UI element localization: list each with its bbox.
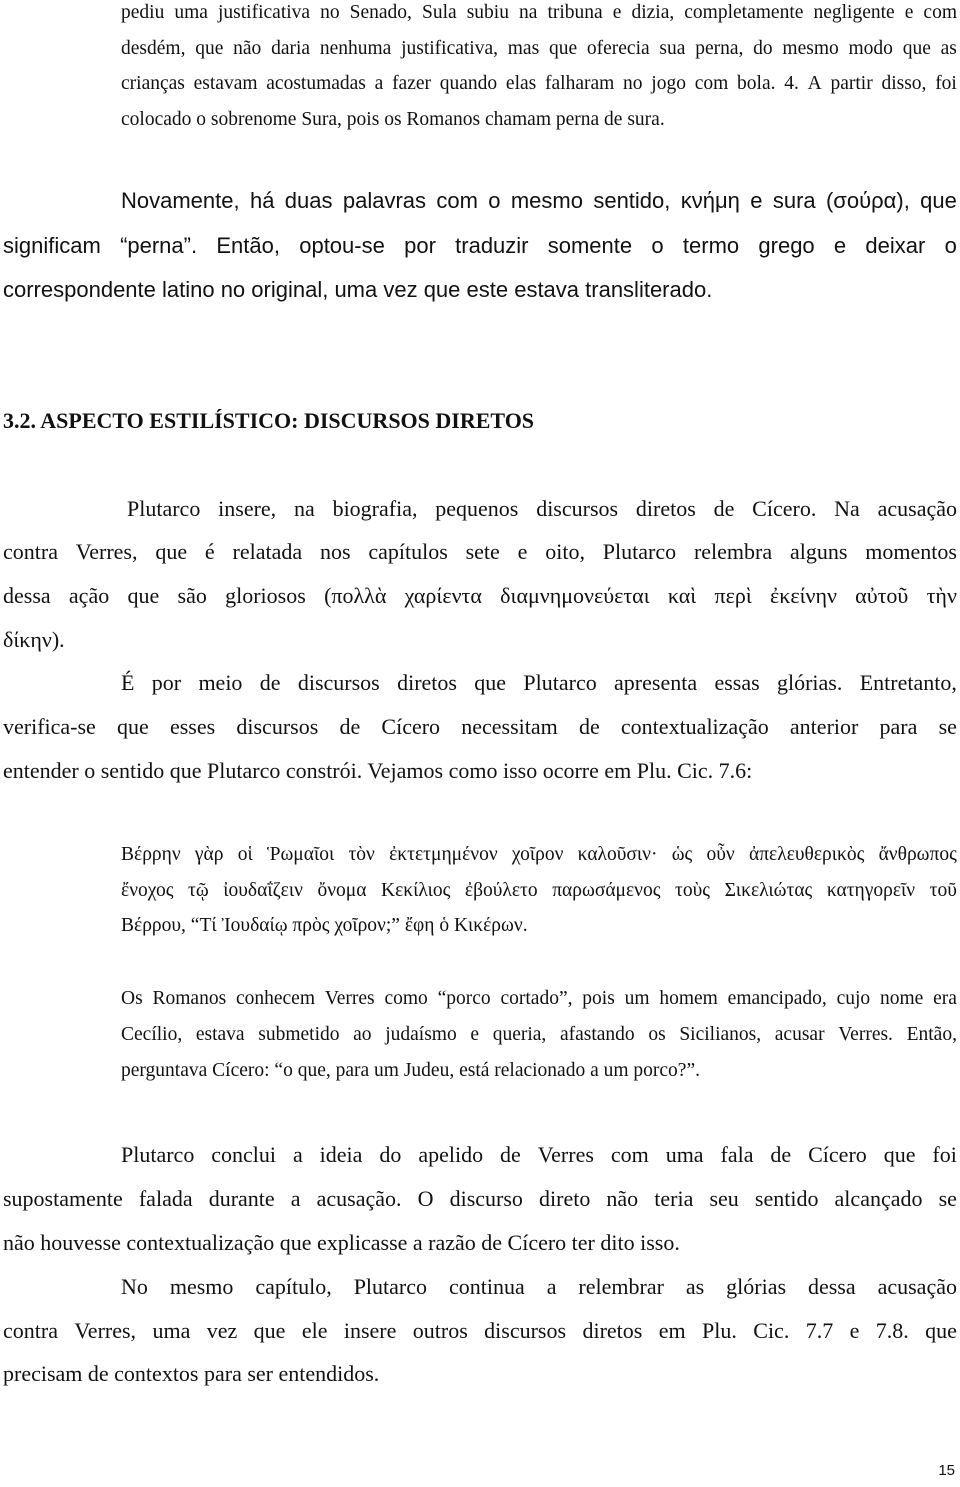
word: de	[500, 1142, 521, 1167]
word: e	[517, 539, 528, 564]
word: modo	[848, 38, 893, 59]
word: Cícero	[381, 714, 441, 739]
word: que	[925, 1318, 957, 1343]
word: discursos	[236, 714, 319, 739]
word: que	[920, 188, 957, 213]
word: e	[750, 188, 763, 213]
word: se	[938, 1186, 957, 1211]
word: por	[404, 233, 436, 258]
translation-line	[121, 988, 957, 1010]
word: alcançado	[834, 1186, 923, 1211]
word: conclui	[211, 1142, 277, 1167]
word: No	[121, 1274, 148, 1299]
word: que	[117, 714, 149, 739]
word: falada	[138, 1186, 193, 1211]
text-line: entender o sentido que Plutarco constrói. Vejamos como isso ocorre em Plu. Cic. 7.6:	[3, 758, 753, 783]
word: meio	[198, 670, 243, 695]
word: o	[944, 233, 957, 258]
word: esses	[169, 714, 216, 739]
text-line	[127, 496, 957, 522]
word: Verres.	[838, 1024, 893, 1045]
word: estava	[195, 1024, 245, 1045]
word: as	[685, 1274, 705, 1299]
word: na	[519, 2, 538, 23]
word: Verres,	[75, 539, 138, 564]
word: capítulo,	[255, 1274, 332, 1299]
word: grego	[758, 233, 815, 258]
word: Então,	[216, 233, 280, 258]
text-line	[121, 188, 957, 214]
word: “perna”.	[120, 233, 198, 258]
word: ele	[301, 1318, 328, 1343]
word: contra	[3, 1318, 58, 1343]
word: traduzir	[455, 233, 529, 258]
word: por	[151, 670, 182, 695]
section-heading: 3.2. ASPECTO ESTILÍSTICO: DISCURSOS DIRETOS	[3, 408, 535, 433]
word: duas	[284, 188, 333, 213]
word: a	[290, 1186, 301, 1211]
word: κατηγορεῖν	[826, 880, 916, 901]
word: elas	[505, 73, 537, 94]
word: e	[849, 1318, 860, 1343]
word: negligente	[813, 2, 895, 23]
word: acostumadas	[266, 73, 366, 94]
word: apresenta	[614, 670, 698, 695]
word: relatada	[232, 539, 303, 564]
text-line: correspondente latino no original, uma vez que este estava transliterado.	[3, 277, 713, 302]
word: oferecia	[586, 38, 650, 59]
word: a	[374, 73, 384, 94]
word: partir	[830, 73, 873, 94]
word: κνήμη	[680, 188, 740, 213]
word: οὖν	[706, 844, 735, 865]
word: Plutarco	[121, 1142, 195, 1167]
word: Sula	[421, 2, 457, 23]
word: nos	[319, 539, 351, 564]
word: acusação	[877, 1274, 957, 1299]
word: Plutarco	[523, 670, 597, 695]
word: bola.	[737, 73, 776, 94]
word: ἔνοχος	[121, 880, 174, 901]
text-line	[3, 1318, 957, 1344]
text-line	[3, 233, 957, 259]
word: Plutarco	[602, 539, 677, 564]
word: termo	[682, 233, 740, 258]
word: τῷ	[188, 880, 209, 901]
word: gloriosos	[225, 583, 306, 608]
word: os	[648, 1024, 666, 1045]
greek-quote-line	[121, 880, 957, 902]
word: de	[770, 1142, 792, 1167]
word: foi	[935, 73, 957, 94]
word: supostamente	[3, 1186, 123, 1211]
word: diretos	[582, 1318, 643, 1343]
word: sentido	[754, 1186, 819, 1211]
word: o	[488, 188, 501, 213]
word: acusação	[877, 496, 957, 521]
word: de	[578, 714, 600, 739]
word: são	[177, 583, 207, 608]
word: jogo	[651, 73, 686, 94]
word: χαρίεντα	[404, 583, 482, 608]
word: Cic.	[753, 1318, 790, 1343]
word: a	[292, 1142, 303, 1167]
word: ἰουδαΐζειν	[223, 880, 303, 901]
word: Cícero	[808, 1142, 867, 1167]
word: Verres	[324, 988, 375, 1009]
word: emancipado,	[727, 988, 827, 1009]
word: Entretanto,	[859, 670, 957, 695]
word: relembra	[693, 539, 773, 564]
word: do	[753, 38, 773, 59]
word: de	[713, 496, 735, 521]
word: Senado,	[349, 2, 412, 23]
word: desdém,	[121, 38, 186, 59]
word: momentos	[865, 539, 957, 564]
word: completamente	[684, 2, 804, 23]
word: Na	[834, 496, 860, 521]
word: deixar	[865, 233, 926, 258]
word: καλοῦσιν·	[577, 844, 658, 865]
word: 7.8.	[875, 1318, 909, 1343]
word: mesmo	[782, 38, 839, 59]
word: afastando	[559, 1024, 635, 1045]
word: uma	[152, 1318, 191, 1343]
word: judaísmo	[385, 1024, 457, 1045]
word: ideia	[319, 1142, 363, 1167]
word: era	[933, 988, 957, 1009]
word: e	[833, 233, 847, 258]
word: τὴν	[926, 583, 957, 608]
word: direto	[539, 1186, 591, 1211]
word: que	[127, 583, 160, 608]
word: uma	[665, 1142, 704, 1167]
text-line: δίκην).	[3, 627, 65, 652]
word: Βέρρην	[121, 844, 181, 865]
word: Sicilianos,	[679, 1024, 762, 1045]
word: Verres	[537, 1142, 594, 1167]
text-line	[121, 1142, 957, 1168]
word: pois	[582, 988, 615, 1009]
word: as	[940, 38, 957, 59]
word: sentido,	[593, 188, 671, 213]
word: mesmo	[169, 1274, 234, 1299]
text-line: não houvesse contextualização que explicasse a razão de Cícero ter dito isso.	[3, 1230, 680, 1255]
word: fazer	[392, 73, 432, 94]
word: ἐκείνην	[770, 583, 837, 608]
word: subiu	[466, 2, 509, 23]
word: dessa	[807, 1274, 856, 1299]
text-line	[121, 670, 957, 696]
word: Κεκίλιος	[381, 880, 451, 901]
word: diretos	[397, 670, 457, 695]
word: χοῖρον	[511, 844, 564, 865]
word: “porco	[437, 988, 491, 1009]
word: oito,	[545, 539, 585, 564]
word: τὸν	[348, 844, 375, 865]
word: não	[606, 1186, 639, 1211]
word: sete	[465, 539, 500, 564]
word: com	[436, 188, 478, 213]
word: Novamente,	[121, 188, 240, 213]
word: que	[474, 670, 507, 695]
word: nenhuma	[319, 38, 392, 59]
word: τοὺς	[675, 880, 711, 901]
word: que	[253, 1318, 286, 1343]
word: palavras	[342, 188, 427, 213]
word: discursos	[536, 496, 619, 521]
word: ὡς	[671, 844, 693, 865]
word: necessitam	[461, 714, 558, 739]
word: foi	[932, 1142, 957, 1167]
word: παρωσάμενος	[552, 880, 661, 901]
word: de	[339, 714, 361, 739]
word: contextualização	[620, 714, 769, 739]
word: teria	[654, 1186, 694, 1211]
word: Os	[121, 988, 143, 1009]
word: mas	[507, 38, 540, 59]
word: τοῦ	[929, 880, 957, 901]
word: e	[904, 2, 914, 23]
word: queria,	[492, 1024, 547, 1045]
word: Cecílio,	[121, 1024, 183, 1045]
word: há	[249, 188, 275, 213]
word: ἐκτετμημένον	[389, 844, 498, 865]
word: com	[694, 73, 729, 94]
word: anterior	[789, 714, 859, 739]
word: ἐβούλετο	[464, 880, 538, 901]
word: (πολλὰ	[324, 583, 387, 608]
word: Romanos	[152, 988, 227, 1009]
word: disso,	[881, 73, 927, 94]
word: e	[612, 2, 622, 23]
word: dizia,	[631, 2, 675, 23]
word: A	[807, 73, 822, 94]
word: fala	[720, 1142, 754, 1167]
text-line	[121, 38, 957, 60]
page-number: 15	[938, 1462, 955, 1479]
word: É	[121, 670, 135, 695]
word: cortado”,	[500, 988, 573, 1009]
translation-line	[121, 1024, 957, 1046]
word: discurso	[449, 1186, 523, 1211]
word: Plu.	[702, 1318, 737, 1343]
word: glórias.	[776, 670, 843, 695]
word: continua	[448, 1274, 525, 1299]
word: o	[651, 233, 664, 258]
word: 4.	[784, 73, 799, 94]
word: conhecem	[235, 988, 316, 1009]
word: verifica-se	[3, 714, 96, 739]
word: dessa	[3, 583, 51, 608]
word: não	[233, 38, 262, 59]
word: pediu	[121, 2, 165, 23]
word: que	[883, 1142, 916, 1167]
word: que	[902, 38, 931, 59]
word: em	[658, 1318, 686, 1343]
word: daria	[271, 38, 311, 59]
word: perna,	[695, 38, 744, 59]
word: apelido	[418, 1142, 484, 1167]
word: Cícero.	[752, 496, 817, 521]
word: essas	[714, 670, 760, 695]
word: ἄνθρωπος	[878, 844, 957, 865]
word: Plutarco	[127, 496, 201, 521]
word: alguns	[789, 539, 848, 564]
word: durante	[208, 1186, 275, 1211]
word: αὐτοῦ	[855, 583, 909, 608]
word: significam	[3, 233, 101, 258]
word: somente	[547, 233, 633, 258]
word: que	[195, 38, 224, 59]
text-line: precisam de contextos para ser entendidos.	[3, 1361, 380, 1386]
word: é	[204, 539, 215, 564]
word: e	[470, 1024, 480, 1045]
word: relembrar	[578, 1274, 664, 1299]
word: discursos	[297, 670, 380, 695]
word: sua	[659, 38, 686, 59]
word: contra	[3, 539, 58, 564]
word: seu	[709, 1186, 739, 1211]
word: optou-se	[299, 233, 385, 258]
word: 7.7	[805, 1318, 834, 1343]
word: vez	[206, 1318, 238, 1343]
word: Plutarco	[353, 1274, 428, 1299]
word: cujo	[836, 988, 871, 1009]
word: para	[879, 714, 918, 739]
word: outros	[412, 1318, 468, 1343]
word: pequenos	[435, 496, 519, 521]
word: discursos	[484, 1318, 567, 1343]
word: insere	[343, 1318, 397, 1343]
word: ὄνομα	[317, 880, 367, 901]
word: a	[546, 1274, 557, 1299]
word: como	[384, 988, 428, 1009]
text-line	[3, 583, 957, 609]
word: καὶ	[667, 583, 697, 608]
word: tribuna	[547, 2, 603, 23]
text-line	[121, 1274, 957, 1300]
word: no	[320, 2, 340, 23]
text-line	[121, 2, 957, 24]
word: que	[155, 539, 188, 564]
word: ação	[68, 583, 110, 608]
word: περὶ	[714, 583, 752, 608]
greek-quote-line: Βέρρου, “Τί Ἰουδαίῳ πρὸς χοῖρον;” ἔφη ὁ Κικέρων.	[121, 915, 528, 936]
word: biografia,	[332, 496, 418, 521]
word: acusar	[774, 1024, 825, 1045]
word: Ῥωμαῖοι	[266, 844, 335, 865]
word: do	[379, 1142, 402, 1167]
text-line	[3, 539, 957, 565]
word: crianças	[121, 73, 185, 94]
word: com	[610, 1142, 649, 1167]
word: falharam	[545, 73, 615, 94]
word: no	[623, 73, 643, 94]
word: justificativa,	[401, 38, 498, 59]
word: mesmo	[510, 188, 583, 213]
word: ἀπελευθερικὸς	[748, 844, 865, 865]
word: nome	[879, 988, 924, 1009]
word: Então,	[906, 1024, 957, 1045]
word: com	[923, 2, 957, 23]
word: (σούρα),	[825, 188, 910, 213]
word: na	[293, 496, 315, 521]
text-line: colocado o sobrenome Sura, pois os Romanos chamam perna de sura.	[121, 109, 665, 130]
word: que	[548, 38, 578, 59]
word: glórias	[726, 1274, 787, 1299]
word: capítulos	[368, 539, 448, 564]
word: O	[417, 1186, 434, 1211]
word: ao	[353, 1024, 372, 1045]
word: acusação.	[316, 1186, 402, 1211]
word: submetido	[258, 1024, 340, 1045]
word: διαμνημονεύεται	[500, 583, 650, 608]
word: homem	[659, 988, 718, 1009]
word: diretos	[635, 496, 696, 521]
word: uma	[174, 2, 208, 23]
word: οἱ	[237, 844, 253, 865]
word: justificativa	[218, 2, 311, 23]
word: Verres,	[74, 1318, 137, 1343]
word: um	[624, 988, 650, 1009]
word: Σικελιώτας	[724, 880, 813, 901]
word: estavam	[193, 73, 258, 94]
word: γὰρ	[194, 844, 224, 865]
word: quando	[439, 73, 498, 94]
translation-line: perguntava Cícero: “o que, para um Judeu, está relacionado a um porco?”.	[121, 1060, 700, 1081]
word: insere,	[218, 496, 277, 521]
text-line	[121, 73, 957, 95]
word: sura	[772, 188, 816, 213]
word: se	[938, 714, 957, 739]
text-line	[3, 1186, 957, 1212]
greek-quote-line	[121, 844, 957, 866]
text-line	[3, 714, 957, 740]
word: de	[259, 670, 281, 695]
